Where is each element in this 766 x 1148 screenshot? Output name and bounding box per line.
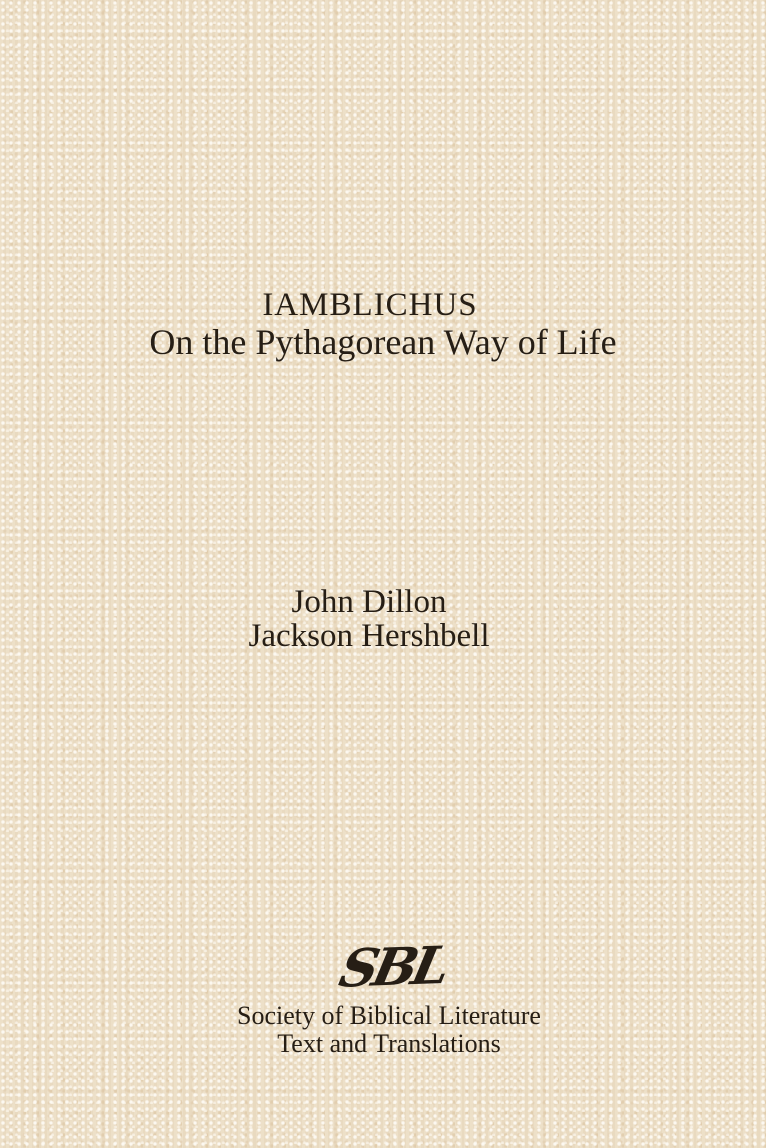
series-name: Text and Translations — [277, 1029, 501, 1058]
author-name: John Dillon — [291, 584, 447, 620]
book-title: IAMBLICHUS — [262, 287, 478, 323]
sbl-monogram-icon: SBL — [334, 935, 452, 1000]
publisher-name: Society of Biblical Literature — [237, 1001, 541, 1030]
authors-block — [0, 585, 752, 653]
author-name: Jackson Hershbell — [248, 618, 490, 654]
book-subtitle: On the Pythagorean Way of Life — [149, 322, 617, 362]
sbl-logo — [10, 935, 766, 1000]
